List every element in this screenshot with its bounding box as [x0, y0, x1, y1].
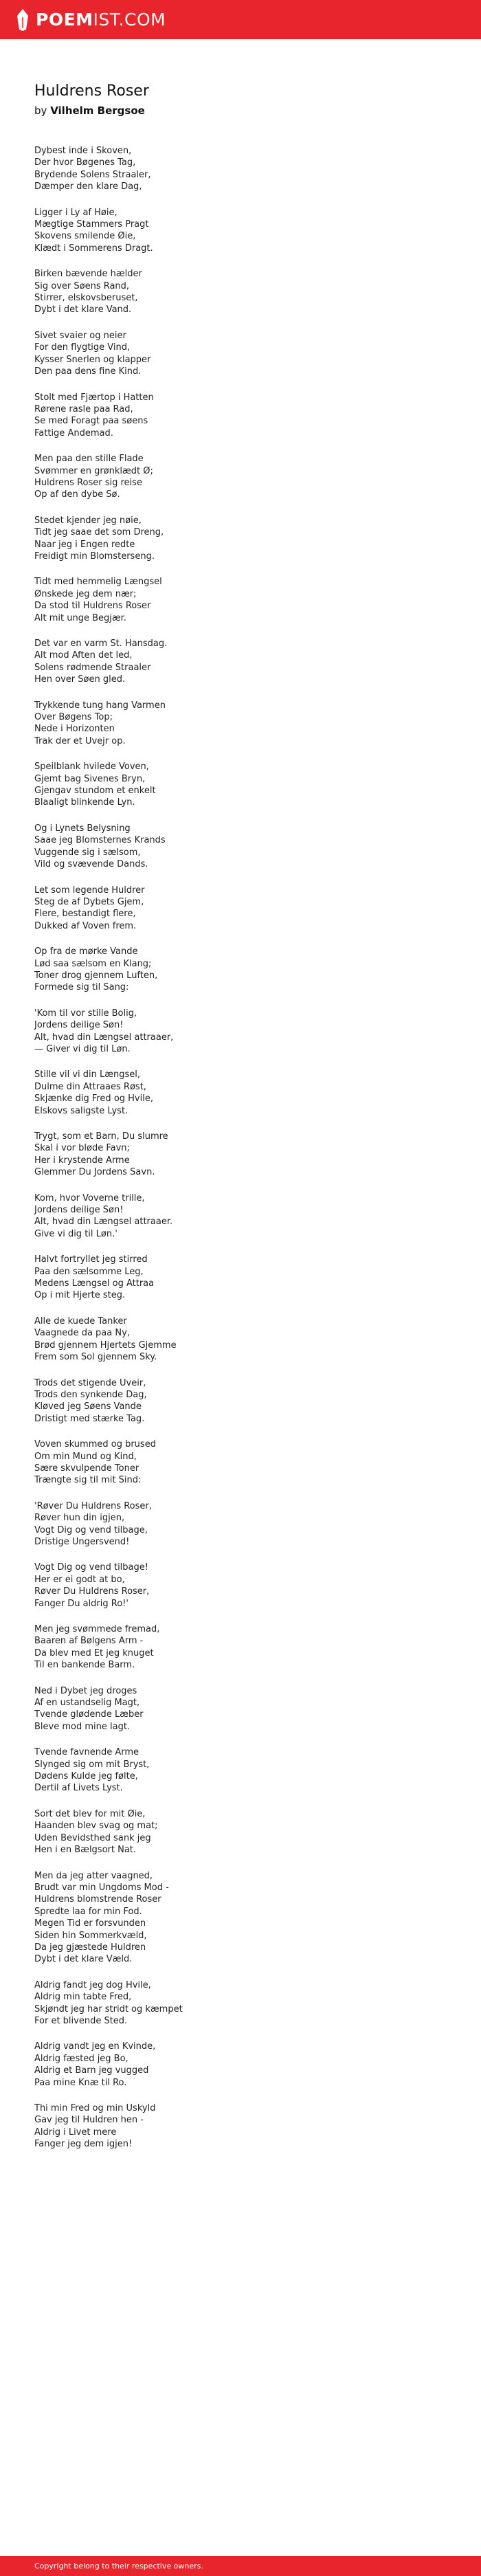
stanza — [34, 1131, 447, 1179]
poem-line: Tvende glødende Læber — [34, 1709, 144, 1720]
poem-line: Lød saa sælsom en Klang; — [34, 958, 152, 969]
poem-line: Vogt Dig og vend tilbage, — [34, 1524, 148, 1535]
stanza — [34, 1979, 447, 2028]
stanza — [34, 1192, 447, 1241]
stanza — [34, 638, 447, 686]
poem-line: Ønskede jeg dem nær; — [34, 588, 137, 599]
stanza — [34, 761, 447, 809]
stanza — [34, 1439, 447, 1487]
poem-byline — [34, 103, 447, 118]
poem-line: 'Kom til vor stille Bolig, — [34, 1008, 137, 1019]
poem-line: Svømmer en grønklædt Ø; — [34, 465, 153, 476]
poem-line: Det var en varm St. Hansdag. — [34, 639, 168, 649]
poem-line: Haanden blev svag og mat; — [34, 1821, 158, 1832]
stanza — [34, 2041, 447, 2089]
poem-line: Dukked af Voven frem. — [34, 920, 137, 931]
poem-line: Gjemt bag Sivenes Bryn, — [34, 773, 146, 784]
poem-line: Ned i Dybet jeg droges — [34, 1685, 137, 1696]
by-label: by — [34, 104, 47, 117]
poem-line: Til en bankende Barm. — [34, 1660, 135, 1671]
poem-line: Her i krystende Arme — [34, 1155, 130, 1166]
poem-line: For et blivende Sted. — [34, 2015, 128, 2026]
stanza — [34, 1008, 447, 1056]
poem-line: Alle de kuede Tanker — [34, 1315, 127, 1326]
poem-line: Dæmper den klare Dag, — [34, 181, 142, 192]
poem-line: For den flygtige Vind, — [34, 342, 131, 353]
poem-line: Thi min Fred og min Uskyld — [34, 2103, 156, 2113]
poem-line: Den paa dens fine Kind. — [34, 366, 142, 377]
poem-line: Over Bøgens Top; — [34, 712, 113, 723]
stanza — [34, 145, 447, 193]
poem-line: Alt mit unge Begjær. — [34, 612, 126, 623]
poem-line: Trængte sig til mit Sind: — [34, 1475, 142, 1486]
poem-line: Men paa den stille Flade — [34, 454, 144, 465]
poem-line: Huldrens blomstrende Roser — [34, 1894, 161, 1905]
logo-bold-text: POEM — [36, 10, 93, 30]
poem-line: Aldrig fæsted jeg Bo, — [34, 2053, 128, 2064]
poem-line: Fattige Andemad. — [34, 428, 113, 438]
poem-line: Megen Tid er forsvunden — [34, 1918, 146, 1929]
stanza — [34, 392, 447, 440]
poem-line: Aldrig i Livet mere — [34, 2127, 117, 2138]
poem-line: Baaren af Bølgens Arm - — [34, 1636, 144, 1647]
poem-line: Glemmer Du Jordens Savn. — [34, 1167, 155, 1178]
poem-line: Rørene rasle paa Rad, — [34, 403, 133, 414]
poem-line: Trods den synkende Dag, — [34, 1389, 147, 1400]
poem-line: Dybt i det klare Væld. — [34, 1954, 133, 1965]
poem-line: Om min Mund og Kind, — [34, 1451, 137, 1462]
poem-line: Fanger jeg dem igjen! — [34, 2139, 133, 2150]
stanza — [34, 1069, 447, 1117]
poem-line: Vild og svævende Dands. — [34, 859, 148, 870]
stanza — [34, 946, 447, 994]
poem-line: Jordens deilige Søn! — [34, 1020, 124, 1031]
stanza — [34, 1623, 447, 1672]
stanza — [34, 1870, 447, 1966]
poem-line: Hen over Søen gled. — [34, 674, 126, 685]
stanza — [34, 1685, 447, 1733]
poem-line: Aldrig min tabte Fred, — [34, 1992, 132, 2003]
site-logo[interactable] — [36, 10, 166, 30]
poem-line: Sort det blev for mit Øie, — [34, 1808, 146, 1819]
poem-line: Dristigt med stærke Tag. — [34, 1413, 145, 1424]
stanza — [34, 1808, 447, 1856]
poem-line: Op af den dybe Sø. — [34, 489, 120, 500]
stanza — [34, 2102, 447, 2151]
stanza — [34, 823, 447, 871]
logo-light-text: IST.COM — [93, 10, 166, 30]
poem-line: Dristige Ungersvend! — [34, 1536, 130, 1547]
poem-line: Stirrer, elskovsberuset, — [34, 293, 138, 304]
poem-line: Men da jeg atter vaagned, — [34, 1870, 153, 1881]
stanza — [34, 885, 447, 933]
poem-line: Brød gjennem Hjertets Gjemme — [34, 1340, 177, 1351]
poem-line: — Giver vi dig til Løn. — [34, 1043, 131, 1054]
poem-line: Aldrig vandt jeg en Kvinde, — [34, 2041, 156, 2052]
poem-line: Dybest inde i Skoven, — [34, 146, 132, 156]
poem-line: Vaagnede da paa Ny, — [34, 1328, 130, 1339]
poem-line: Aldrig fandt jeg dog Hvile, — [34, 1979, 151, 1990]
poem-line: Dulme din Attraaes Røst, — [34, 1081, 146, 1092]
stanza — [34, 207, 447, 255]
poem-body — [34, 145, 447, 2151]
poem-line: Birken bævende hælder — [34, 269, 142, 280]
poem-line: Op fra de mørke Vande — [34, 946, 138, 957]
poem-line: Huldrens Roser sig reise — [34, 477, 142, 488]
copyright-text: Copyright belong to their respective owners. — [34, 2562, 203, 2571]
poem-line: Skal i vor bløde Favn; — [34, 1143, 130, 1154]
stanza — [34, 453, 447, 501]
poem-line: 'Røver Du Huldrens Roser, — [34, 1500, 152, 1511]
poem-line: Alt mod Aften det led, — [34, 650, 133, 661]
poem-line: Frem som Sol gjennem Sky. — [34, 1352, 157, 1363]
poem-line: Trykkende tung hang Varmen — [34, 700, 166, 711]
poem-line: Trygt, som et Barn, Du slumre — [34, 1131, 168, 1142]
poem-line: Flere, bestandigt flere, — [34, 909, 136, 920]
poem-line: Stolt med Fjærtop i Hatten — [34, 392, 154, 403]
poem-line: Blaaligt blinkende Lyn. — [34, 797, 135, 808]
poem-line: Alt, hvad din Længsel attraaer. — [34, 1217, 173, 1228]
poem-line: Uden Bevidsthed sank jeg — [34, 1832, 151, 1843]
poem-line: Da jeg gjæstede Huldren — [34, 1942, 146, 1953]
poem-line: Sivet svaier og neier — [34, 330, 126, 341]
poem-line: Gjengav stundom et enkelt — [34, 786, 156, 797]
poem-line: Skjænke dig Fred og Hvile, — [34, 1093, 153, 1104]
poem-line: Hen i en Bælgsort Nat. — [34, 1845, 137, 1856]
poem-line: Voven skummed og brused — [34, 1439, 156, 1450]
poem-line: Freidigt min Blomsterseng. — [34, 551, 155, 562]
poem-line: Naar jeg i Engen redte — [34, 539, 135, 550]
poem-line: Klædt i Sommerens Dragt. — [34, 243, 153, 254]
poem-content — [34, 81, 447, 2164]
poem-line: Røver hun din igjen, — [34, 1513, 125, 1524]
poem-line: Alt, hvad din Længsel attraaer, — [34, 1032, 174, 1043]
poem-line: Paa den sælsomme Leg, — [34, 1266, 144, 1277]
poem-line: Paa mine Knæ til Ro. — [34, 2077, 127, 2088]
poem-line: Toner drog gjennem Luften, — [34, 970, 158, 981]
poem-line: Ligger i Ly af Høie, — [34, 207, 118, 218]
poem-line: Give vi dig til Løn.' — [34, 1228, 118, 1239]
stanza — [34, 330, 447, 378]
site-header — [0, 0, 481, 39]
poem-line: Elskovs saligste Lyst. — [34, 1105, 128, 1116]
poem-line: Der hvor Bøgenes Tag, — [34, 157, 136, 168]
poem-line: Trods det stigende Uveir, — [34, 1377, 146, 1388]
poem-line: Gav jeg til Huldren hen - — [34, 2115, 144, 2126]
stanza — [34, 1377, 447, 1425]
poem-line: Op i mit Hjerte steg. — [34, 1290, 126, 1301]
stanza — [34, 1254, 447, 1302]
poem-line: Bleve mod mine lagt. — [34, 1721, 131, 1732]
stanza — [34, 268, 447, 316]
poem-line: Skovens smilende Øie, — [34, 231, 136, 242]
poem-line: Solens rødmende Straaler — [34, 662, 151, 673]
poem-line: Af en ustandselig Magt, — [34, 1698, 140, 1709]
poem-line: Stedet kjender jeg nøie, — [34, 515, 142, 526]
poem-line: Brudt var min Ungdoms Mod - — [34, 1882, 169, 1893]
poem-line: Mægtige Stammers Pragt — [34, 219, 149, 230]
poem-line: Slynged sig om mit Bryst, — [34, 1759, 150, 1770]
poem-line: Halvt fortryllet jeg stirred — [34, 1254, 148, 1265]
poem-line: Kløved jeg Søens Vande — [34, 1401, 142, 1412]
poem-line: Tidt med hemmelig Længsel — [34, 577, 162, 588]
poem-line: Let som legende Huldrer — [34, 885, 145, 896]
stanza — [34, 1500, 447, 1548]
poem-line: Skjøndt jeg har stridt og kæmpet — [34, 2003, 183, 2014]
poem-line: Trak der et Uvejr op. — [34, 735, 126, 746]
stanza — [34, 700, 447, 748]
poem-title: Huldrens Roser — [34, 82, 149, 100]
poem-line: Saae jeg Blomsternes Krands — [34, 835, 166, 846]
poem-line: Da stod til Huldrens Roser — [34, 601, 151, 612]
poem-line: Brydende Solens Straaler, — [34, 169, 151, 180]
poem-line: Fanger Du aldrig Ro!' — [34, 1598, 128, 1609]
poem-line: Dertil af Livets Lyst. — [34, 1783, 123, 1794]
stanza — [34, 1746, 447, 1795]
poem-line: Vuggende sig i sælsom, — [34, 847, 141, 858]
poem-line: Steg de af Dybets Gjem, — [34, 896, 144, 907]
author-link[interactable]: Vilhelm Bergsoe — [50, 104, 145, 117]
poem-line: Røver Du Huldrens Roser, — [34, 1586, 150, 1597]
poem-line: Men jeg svømmede fremad, — [34, 1624, 160, 1634]
poem-line: Vogt Dig og vend tilbage! — [34, 1562, 148, 1573]
poem-line: Medens Længsel og Attraa — [34, 1278, 155, 1289]
poem-line: Da blev med Et jeg knuget — [34, 1647, 154, 1658]
poem-line: Kysser Snerlen og klapper — [34, 354, 151, 365]
poem-line: Stille vil vi din Længsel, — [34, 1069, 141, 1080]
poem-line: Dybt i det klare Vand. — [34, 304, 132, 315]
poem-line: Her er ei godt at bo, — [34, 1574, 125, 1585]
pencil-icon[interactable] — [15, 8, 30, 32]
poem-line: Spredte laa for min Fod. — [34, 1906, 142, 1917]
poem-line: Tvende favnende Arme — [34, 1747, 139, 1758]
poem-line: Kom, hvor Voverne trille, — [34, 1192, 145, 1203]
poem-line: Dødens Kulde jeg følte, — [34, 1771, 138, 1782]
poem-line: Sig over Søens Rand, — [34, 280, 130, 291]
poem-line: Siden hin Sommerkvæld, — [34, 1930, 147, 1941]
stanza — [34, 1315, 447, 1364]
site-footer — [0, 2556, 481, 2576]
poem-line: Sære skvulpende Toner — [34, 1463, 139, 1474]
stanza — [34, 1562, 447, 1610]
poem-line: Se med Foragt paa søens — [34, 416, 148, 427]
poem-line: Nede i Horizonten — [34, 724, 115, 735]
poem-line: Jordens deilige Søn! — [34, 1205, 124, 1216]
poem-line: Speilblank hvilede Voven, — [34, 762, 149, 773]
poem-line: Formede sig til Sang: — [34, 982, 129, 993]
poem-line: Aldrig et Barn jeg vugged — [34, 2065, 149, 2076]
poem-line: Og i Lynets Belysning — [34, 823, 131, 834]
stanza — [34, 515, 447, 563]
poem-line: Tidt jeg saae det som Dreng, — [34, 527, 164, 538]
stanza — [34, 576, 447, 624]
